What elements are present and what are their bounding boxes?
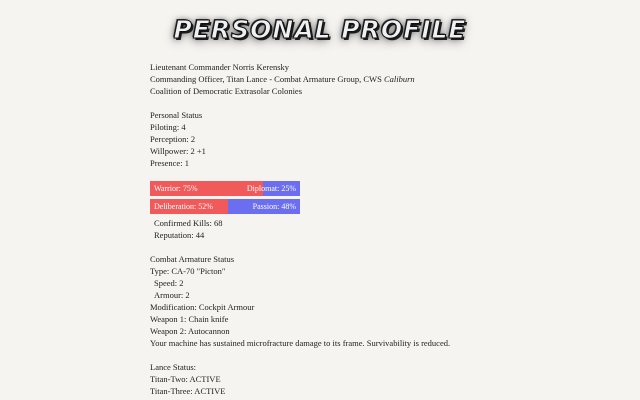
character-role bbox=[150, 73, 610, 85]
page-title: PERSONAL PROFILE bbox=[173, 14, 467, 44]
armature-weapon-1: Weapon 1: Chain knife bbox=[150, 314, 229, 324]
personal-status-heading: Personal Status bbox=[150, 110, 203, 120]
character-name: Lieutenant Commander Norris Kerensky bbox=[150, 62, 290, 72]
diplomat-label: Diplomat: 25% bbox=[246, 184, 296, 193]
warrior-label: Warrior: 75% bbox=[154, 184, 198, 193]
armature-type: Type: CA-70 "Picton" bbox=[150, 266, 226, 276]
passion-label: Passion: 48% bbox=[252, 202, 296, 211]
stat-perception: Perception: 2 bbox=[150, 134, 196, 144]
role-text: Commanding Officer, Titan Lance - Combat Armature Group, CWS bbox=[150, 74, 384, 84]
stat-piloting: Piloting: 4 bbox=[150, 122, 186, 132]
armature-heading: Combat Armature Status bbox=[150, 254, 235, 264]
deliberation-passion-bar bbox=[150, 199, 300, 214]
warrior-diplomat-bar bbox=[150, 181, 300, 196]
profile-content bbox=[150, 61, 610, 397]
character-faction: Coalition of Democratic Extrasolar Colonies bbox=[150, 86, 303, 96]
confirmed-kills: Confirmed Kills: 68 bbox=[154, 218, 223, 228]
reputation: Reputation: 44 bbox=[154, 230, 205, 240]
armature-modification: Modification: Cockpit Armour bbox=[150, 302, 255, 312]
armature-armour: Armour: 2 bbox=[154, 290, 190, 300]
lance-titan-three: Titan-Three: ACTIVE bbox=[150, 386, 226, 396]
armature-weapon-2: Weapon 2: Autocannon bbox=[150, 326, 230, 336]
ship-name: Caliburn bbox=[383, 74, 415, 84]
lance-heading: Lance Status: bbox=[150, 362, 197, 372]
personality-bars bbox=[150, 181, 610, 214]
armature-damage-note: Your machine has sustained microfracture damage to its frame. Survivability is reduced. bbox=[150, 338, 451, 348]
lance-titan-two: Titan-Two: ACTIVE bbox=[150, 374, 221, 384]
deliberation-label: Deliberation: 52% bbox=[154, 202, 213, 211]
armature-speed: Speed: 2 bbox=[154, 278, 184, 288]
title-banner bbox=[0, 10, 640, 48]
stat-willpower: Willpower: 2 +1 bbox=[150, 146, 206, 156]
stat-presence: Presence: 1 bbox=[150, 158, 189, 168]
